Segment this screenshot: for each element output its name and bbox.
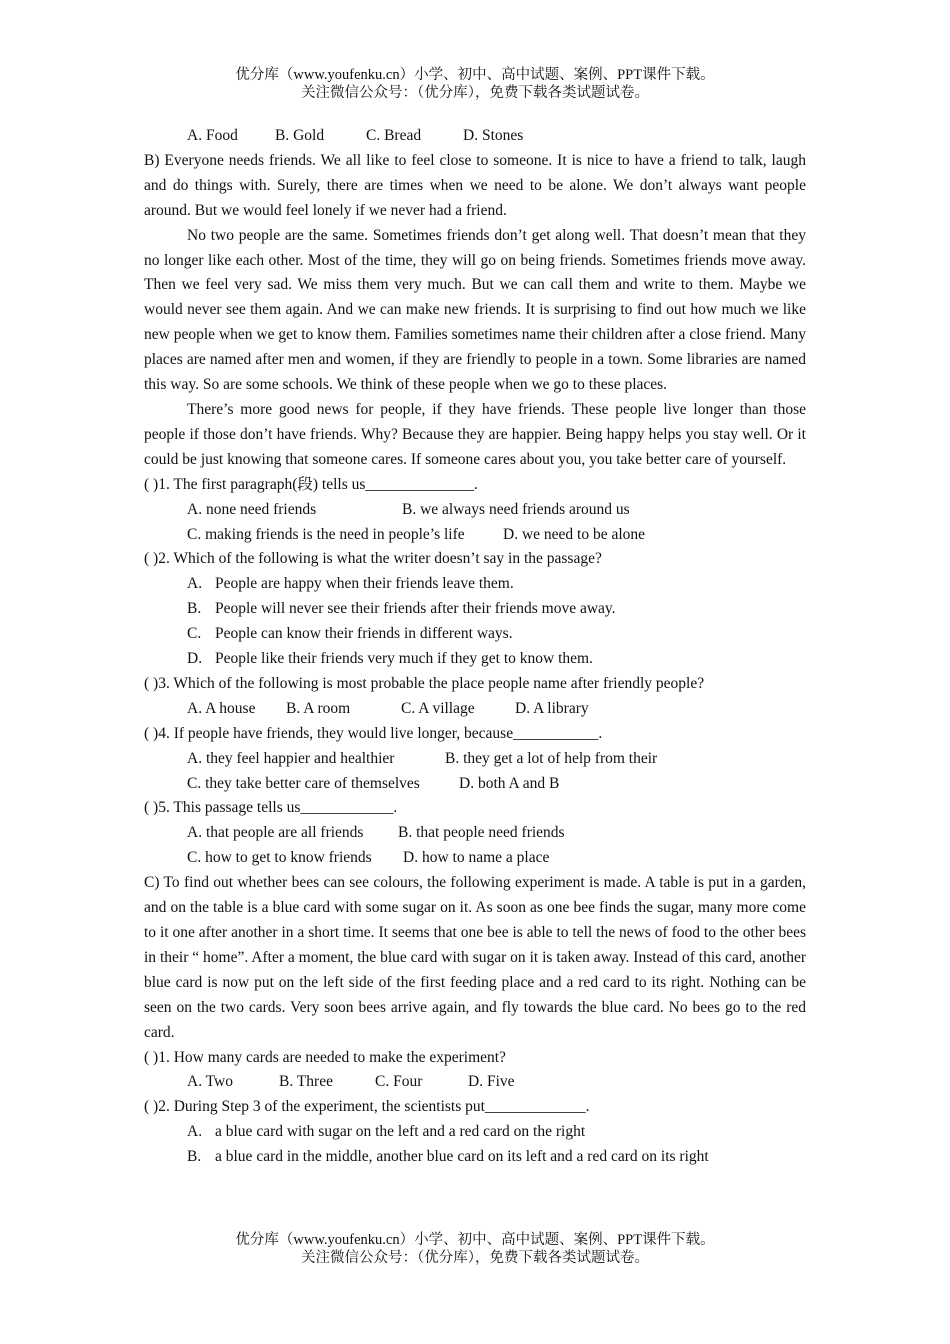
option-d: D. we need to be alone xyxy=(503,525,646,543)
option-letter: D. xyxy=(187,650,203,668)
option-a: A. none need friends xyxy=(187,500,317,518)
question-b1-options-row-2 xyxy=(144,523,806,548)
option-c: C. how to get to know friends xyxy=(187,849,372,867)
option-a: A. Two xyxy=(187,1073,233,1091)
option-b: B. they get a lot of help from their xyxy=(445,749,658,767)
option-letter: A. xyxy=(187,575,203,593)
question-b2-option-c xyxy=(144,622,806,647)
question-b1: ( )1. The first paragraph(段) tells us______________. xyxy=(144,475,478,493)
question-c1-options xyxy=(144,1070,806,1095)
option-b: B. A room xyxy=(286,699,351,717)
document-body xyxy=(144,124,806,1170)
option-text: People will never see their friends after their friends move away. xyxy=(215,600,616,618)
question-b5-options-row-1 xyxy=(144,821,806,846)
question-c1: ( )1. How many cards are needed to make the experiment? xyxy=(144,1048,506,1066)
question-b4-options-row-1 xyxy=(144,747,806,772)
option-d: D. Stones xyxy=(463,127,524,144)
option-text: People like their friends very much if they get to know them. xyxy=(215,650,593,668)
passage-c-paragraph: C) To find out whether bees can see colours, the following experiment is made. A table is put in a garden, and on the table is a blue card with some sugar on it. As soon as one bee finds the sugar, many more come to it one after another in a short time. It seems that one bee is able to tell the news of food to the other bees in their “ home”. After a moment, the blue card with sugar on it is taken away. Instead of this card, another blue card is now put on the left side of the first feeding place and a red card to its right. Nothing can be seen on the two cards. Very soon bees arrive again, and fly towards the blue card. No bees go to the red card. xyxy=(144,874,806,1041)
question-b3: ( )3. Which of the following is most probable the place people name after friendly people? xyxy=(144,674,705,692)
option-c: C. Bread xyxy=(366,127,422,144)
question-b2-option-a xyxy=(144,572,806,597)
page-header xyxy=(0,66,950,102)
page-footer xyxy=(0,1231,950,1267)
question-b5-options-row-2 xyxy=(144,846,806,871)
option-b: B. we always need friends around us xyxy=(402,500,630,518)
question-b2: ( )2. Which of the following is what the writer doesn’t say in the passage? xyxy=(144,550,602,568)
question-b4: ( )4. If people have friends, they would live longer, because___________. xyxy=(144,724,603,742)
question-b2-option-b xyxy=(144,597,806,622)
option-a: A. they feel happier and healthier xyxy=(187,749,395,767)
question-c2: ( )2. During Step 3 of the experiment, the scientists put_____________. xyxy=(144,1098,590,1116)
option-a: A. A house xyxy=(187,699,256,717)
option-letter: C. xyxy=(187,625,202,643)
option-b: B. Three xyxy=(279,1073,333,1091)
option-text: a blue card in the middle, another blue card on its left and a red card on its right xyxy=(215,1148,709,1166)
option-a: A. Food xyxy=(187,127,238,144)
option-d: D. Five xyxy=(468,1073,515,1091)
question-b3-options xyxy=(144,697,806,722)
option-letter: B. xyxy=(187,1148,202,1166)
option-text: People are happy when their friends leave them. xyxy=(215,575,514,593)
question-b5: ( )5. This passage tells us____________. xyxy=(144,799,398,817)
option-letter: B. xyxy=(187,600,202,618)
option-d: D. A library xyxy=(515,699,589,717)
option-c: C. Four xyxy=(375,1073,423,1091)
option-d: D. how to name a place xyxy=(403,849,550,867)
passage-b-paragraph-1: B) Everyone needs friends. We all like to feel close to someone. It is nice to have a friend to talk, laugh and do things with. Surely, there are times when we need to be alone. We don’t always want people around. But we would feel lonely if we never had a friend. xyxy=(144,151,806,219)
option-b: B. Gold xyxy=(275,127,325,144)
passage-b-paragraph-3: There’s more good news for people, if they have friends. These people live longer than those people if those don’t have friends. Why? Because they are happier. Being happy helps you stay well. Or it could be just knowing that someone cares. If someone cares about you, you take better care of yourself. xyxy=(144,400,806,468)
option-b: B. that people need friends xyxy=(398,824,565,842)
question-c2-option-b xyxy=(144,1145,806,1170)
question-c2-option-a xyxy=(144,1120,806,1145)
question-b2-option-d xyxy=(144,647,806,672)
footer-line-2: 关注微信公众号：（优分库），免费下载各类试题试卷。 xyxy=(301,1250,649,1266)
option-a: A. that people are all friends xyxy=(187,824,364,842)
question-b1-options-row-1 xyxy=(144,498,806,523)
option-d: D. both A and B xyxy=(459,774,560,792)
footer-line-1: 优分库（www.youfenku.cn）小学、初中、高中试题、案例、PPT课件下载。 xyxy=(235,1232,715,1248)
prev-question-options xyxy=(144,124,806,149)
option-c: C. they take better care of themselves xyxy=(187,774,420,792)
option-c: C. A village xyxy=(401,699,475,717)
question-b4-options-row-2 xyxy=(144,772,806,797)
option-c: C. making friends is the need in people’s life xyxy=(187,525,465,543)
passage-b-paragraph-2: No two people are the same. Sometimes friends don’t get along well. That doesn’t mean that they no longer like each other. Most of the time, they will go on being friends. Sometimes friends move away. Then we feel very sad. We miss them very much. But we can call them and write to them. Maybe we would never see them again. And we can make new friends. It is surprising to find out how much we like new people when we get to know them. Families sometimes name their children after a close friend. Many places are named after men and women, if they are friendly to people in a town. Some libraries are named this way. So are some schools. We think of these people when we go to these places. xyxy=(144,226,806,394)
header-line-2: 关注微信公众号：（优分库），免费下载各类试题试卷。 xyxy=(301,85,649,101)
header-line-1: 优分库（www.youfenku.cn）小学、初中、高中试题、案例、PPT课件下载。 xyxy=(235,67,715,83)
option-letter: A. xyxy=(187,1123,203,1141)
option-text: People can know their friends in different ways. xyxy=(215,625,513,643)
option-text: a blue card with sugar on the left and a red card on the right xyxy=(215,1123,586,1141)
